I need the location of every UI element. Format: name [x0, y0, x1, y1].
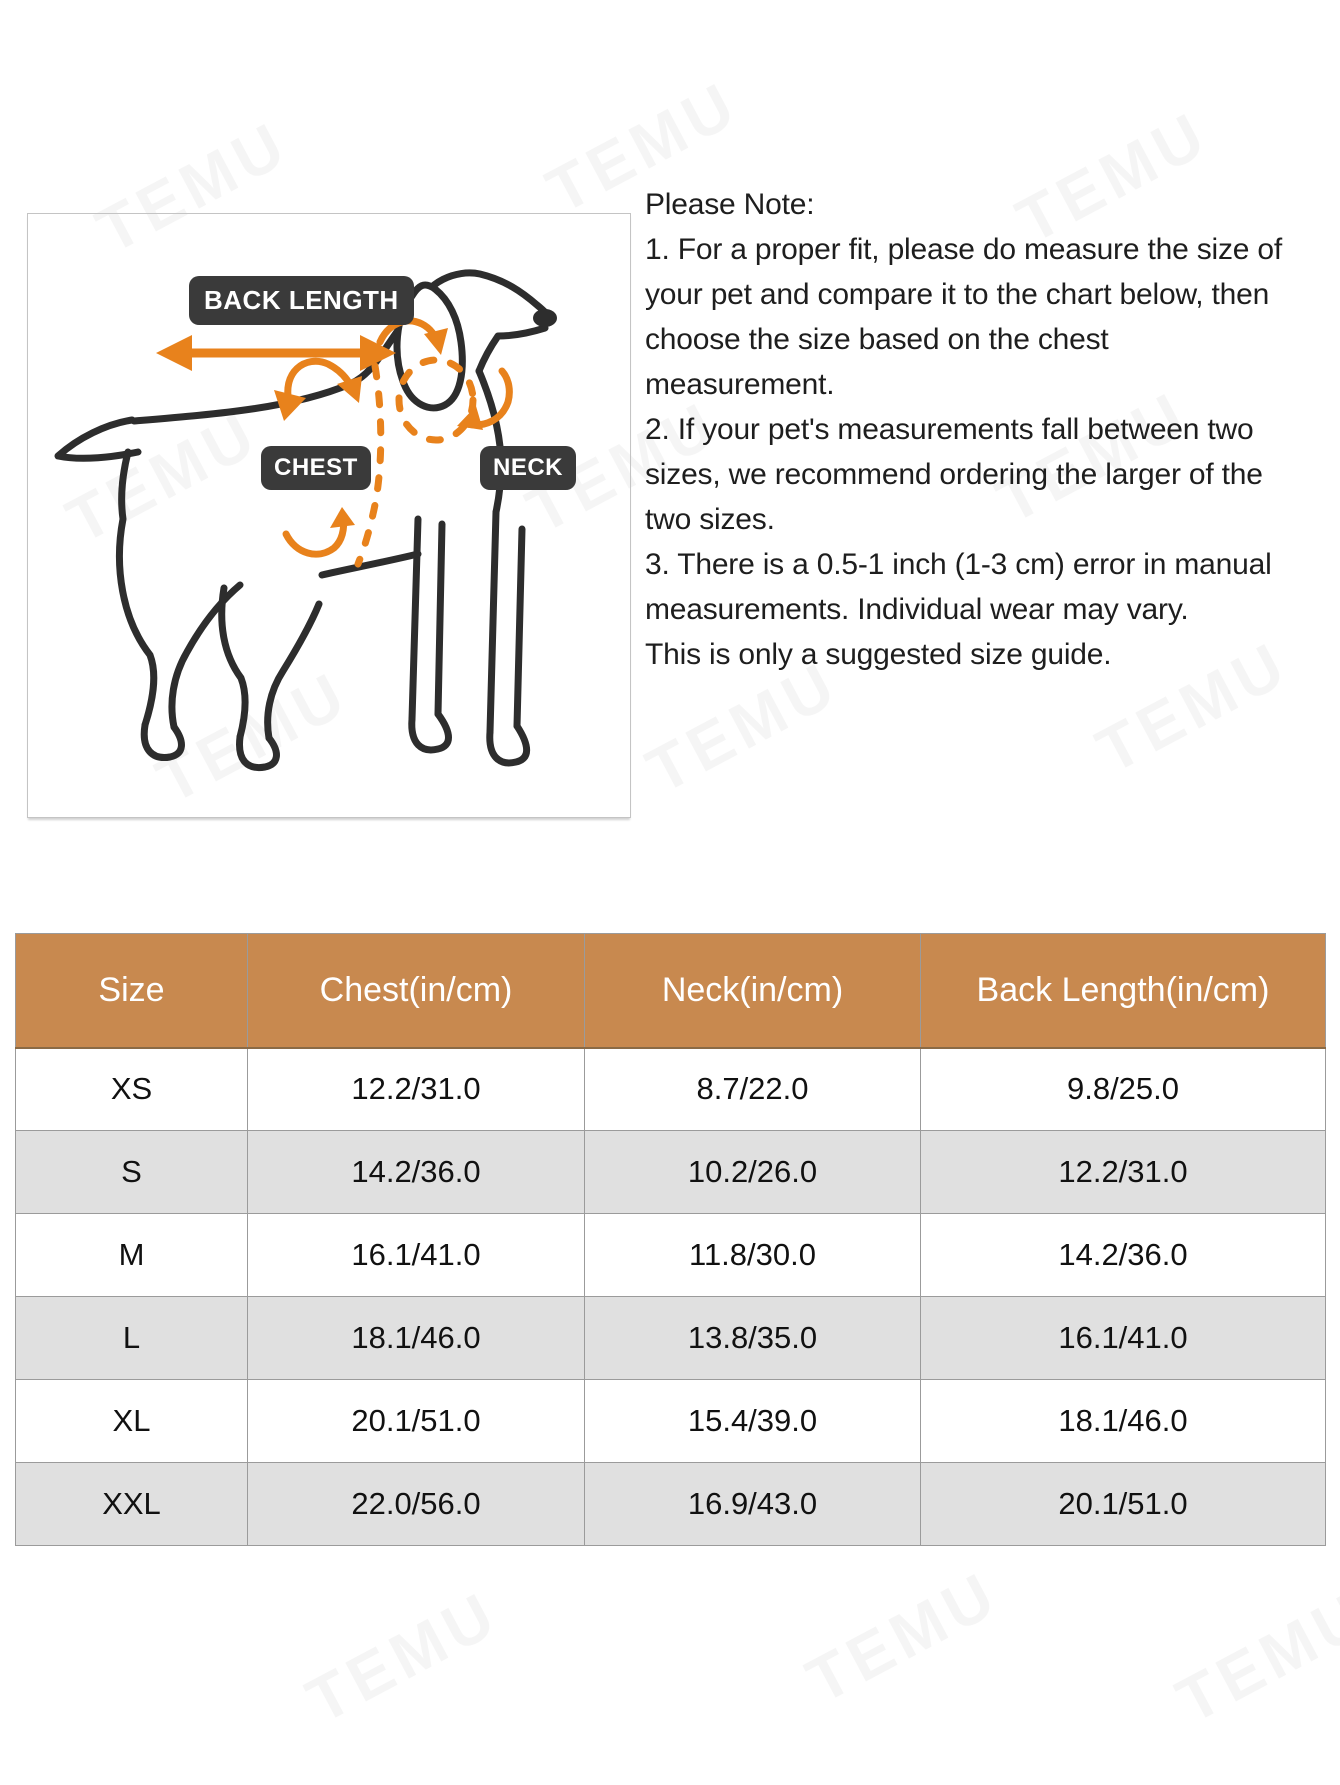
back-length-cell: 9.8/25.0	[921, 1048, 1326, 1131]
chest-cell: 14.2/36.0	[248, 1131, 585, 1214]
header-neck: Neck(in/cm)	[585, 934, 921, 1048]
size-cell: M	[16, 1214, 248, 1297]
neck-cell: 15.4/39.0	[585, 1380, 921, 1463]
chest-label: CHEST	[261, 446, 371, 490]
size-cell: XXL	[16, 1463, 248, 1546]
back-length-cell: 18.1/46.0	[921, 1380, 1326, 1463]
size-cell: XS	[16, 1048, 248, 1131]
table-header-row	[16, 934, 1326, 1048]
note-item: This is only a suggested size guide.	[645, 638, 1112, 671]
size-cell: S	[16, 1131, 248, 1214]
note-item: 3. There is a 0.5-1 inch (1-3 cm) error in manual measurements. Individual wear may vary.	[645, 548, 1272, 626]
neck-label: NECK	[480, 446, 576, 490]
back-length-cell: 20.1/51.0	[921, 1463, 1326, 1546]
table-row	[16, 1131, 1326, 1214]
neck-cell: 10.2/26.0	[585, 1131, 921, 1214]
arrowhead-left	[156, 335, 192, 371]
size-cell: L	[16, 1297, 248, 1380]
chest-cell: 12.2/31.0	[248, 1048, 585, 1131]
table-row	[16, 1297, 1326, 1380]
neck-cell: 8.7/22.0	[585, 1048, 921, 1131]
dog-nose	[533, 309, 557, 327]
measurement-diagram	[27, 213, 631, 818]
size-table	[15, 933, 1326, 1546]
header-chest: Chest(in/cm)	[248, 934, 585, 1048]
table-row	[16, 1048, 1326, 1131]
table-row	[16, 1380, 1326, 1463]
chest-cell: 22.0/56.0	[248, 1463, 585, 1546]
notes-title: Please Note:	[645, 188, 815, 221]
notes-section	[645, 182, 1305, 677]
size-cell: XL	[16, 1380, 248, 1463]
back-length-cell: 16.1/41.0	[921, 1297, 1326, 1380]
chest-cell: 18.1/46.0	[248, 1297, 585, 1380]
table-row	[16, 1214, 1326, 1297]
neck-cell: 11.8/30.0	[585, 1214, 921, 1297]
temu-watermark	[1165, 1576, 1340, 1738]
temu-watermark	[795, 1556, 1011, 1718]
temu-watermark	[295, 1576, 511, 1738]
header-back-length: Back Length(in/cm)	[921, 934, 1326, 1048]
table-row	[16, 1463, 1326, 1546]
back-length-cell: 14.2/36.0	[921, 1214, 1326, 1297]
note-item: 1. For a proper fit, please do measure the size of your pet and compare it to the chart below, then choose the size based on the chest measurement.	[645, 233, 1283, 401]
header-size: Size	[16, 934, 248, 1048]
neck-cell: 13.8/35.0	[585, 1297, 921, 1380]
neck-cell: 16.9/43.0	[585, 1463, 921, 1546]
note-item: 2. If your pet's measurements fall between two sizes, we recommend ordering the larger of the two sizes.	[645, 413, 1263, 536]
back-length-cell: 12.2/31.0	[921, 1131, 1326, 1214]
chest-cell: 16.1/41.0	[248, 1214, 585, 1297]
chest-cell: 20.1/51.0	[248, 1380, 585, 1463]
back-length-label: BACK LENGTH	[189, 276, 414, 325]
